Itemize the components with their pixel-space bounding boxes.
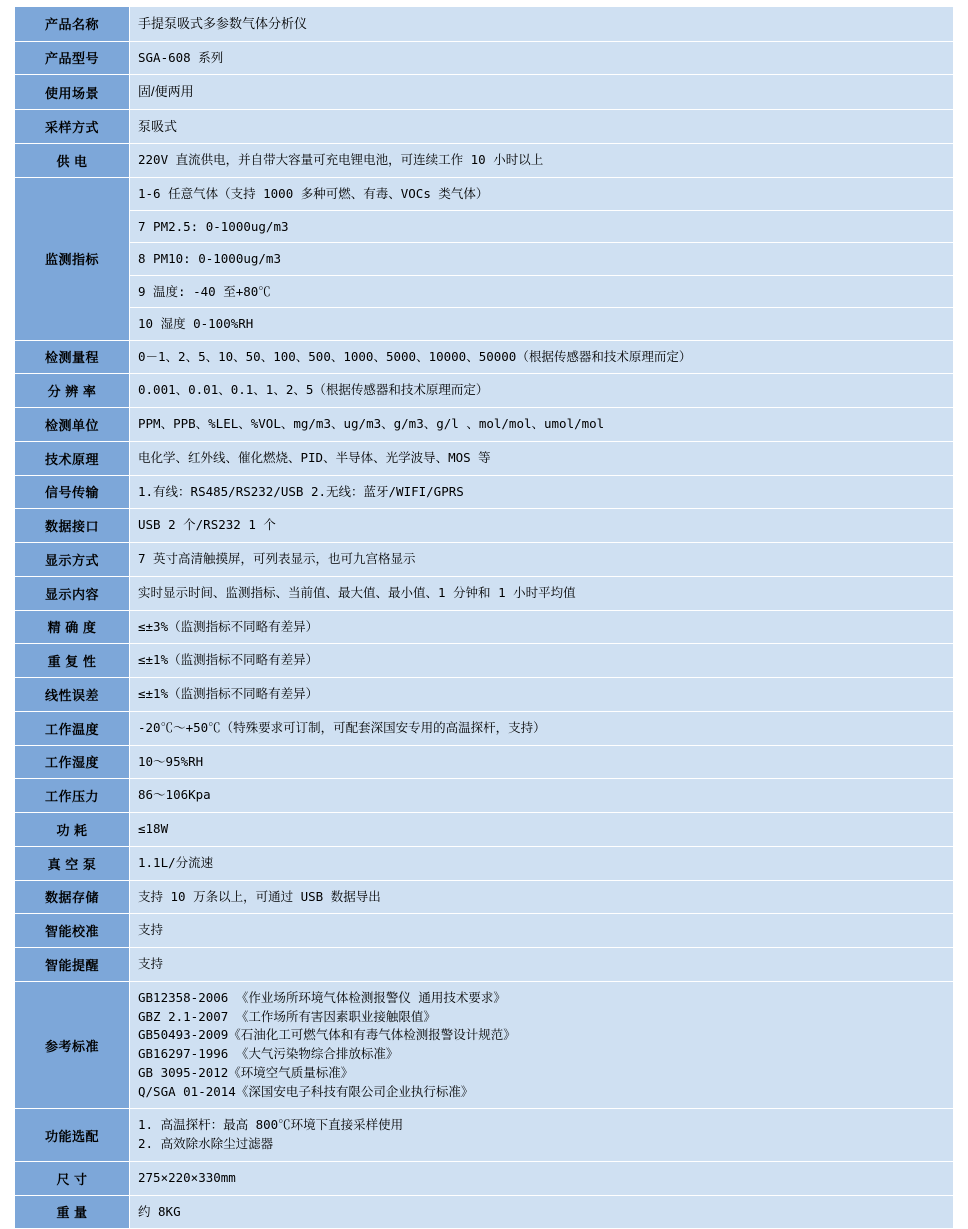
row-value: 10～95%RH bbox=[130, 745, 954, 779]
table-row bbox=[15, 374, 954, 408]
row-value: ≤18W bbox=[130, 813, 954, 847]
table-row bbox=[15, 441, 954, 475]
row-value: 手提泵吸式多参数气体分析仪 bbox=[130, 7, 954, 42]
row-value: ≤±3%（监测指标不同略有差异） bbox=[130, 610, 954, 644]
row-label: 线性误差 bbox=[15, 678, 130, 712]
row-label: 智能校准 bbox=[15, 914, 130, 948]
table-row bbox=[15, 7, 954, 42]
row-value: 固/便两用 bbox=[130, 75, 954, 110]
sub-row bbox=[130, 275, 953, 308]
row-label: 功能选配 bbox=[15, 1109, 130, 1162]
row-label: 参考标准 bbox=[15, 981, 130, 1109]
table-row bbox=[15, 576, 954, 610]
table-row bbox=[15, 610, 954, 644]
row-value: USB 2 个/RS232 1 个 bbox=[130, 509, 954, 543]
table-row bbox=[15, 644, 954, 678]
row-value: 275×220×330mm bbox=[130, 1161, 954, 1195]
table-row bbox=[15, 475, 954, 509]
table-row bbox=[15, 408, 954, 442]
row-label: 重 复 性 bbox=[15, 644, 130, 678]
value-line: 1. 高温探杆：最高 800℃环境下直接采样使用 bbox=[138, 1117, 404, 1133]
row-label: 数据存储 bbox=[15, 880, 130, 914]
table-row bbox=[15, 880, 954, 914]
row-label: 分 辨 率 bbox=[15, 374, 130, 408]
row-value: 7 英寸高清触摸屏，可列表显示，也可九宫格显示 bbox=[130, 543, 954, 577]
table-row bbox=[15, 509, 954, 543]
row-label: 使用场景 bbox=[15, 75, 130, 110]
spec-table-body bbox=[15, 7, 954, 1229]
row-value: 0.001、0.01、0.1、1、2、5（根据传感器和技术原理而定） bbox=[130, 374, 954, 408]
table-row bbox=[15, 914, 954, 948]
product-spec-table bbox=[14, 6, 954, 1229]
row-label: 供 电 bbox=[15, 144, 130, 178]
row-label: 精 确 度 bbox=[15, 610, 130, 644]
table-row bbox=[15, 981, 954, 1109]
row-label: 检测单位 bbox=[15, 408, 130, 442]
row-value: 泵吸式 bbox=[130, 109, 954, 144]
row-value: 实时显示时间、监测指标、当前值、最大值、最小值、1 分钟和 1 小时平均值 bbox=[130, 576, 954, 610]
table-row bbox=[15, 178, 954, 341]
table-row bbox=[15, 1161, 954, 1195]
row-value: 86～106Kpa bbox=[130, 779, 954, 813]
table-row bbox=[15, 340, 954, 374]
table-row bbox=[15, 846, 954, 880]
row-value: 1.1L/分流速 bbox=[130, 846, 954, 880]
value-line: 2. 高效除水除尘过滤器 bbox=[138, 1136, 274, 1151]
row-label: 显示内容 bbox=[15, 576, 130, 610]
sub-row bbox=[130, 308, 953, 340]
sub-row-value: 1-6 任意气体（支持 1000 多种可燃、有毒、VOCs 类气体） bbox=[130, 178, 953, 210]
row-value bbox=[130, 981, 954, 1109]
row-label: 功 耗 bbox=[15, 813, 130, 847]
table-row bbox=[15, 144, 954, 178]
table-row bbox=[15, 1109, 954, 1162]
row-label: 真 空 泵 bbox=[15, 846, 130, 880]
row-label: 产品名称 bbox=[15, 7, 130, 42]
table-row bbox=[15, 41, 954, 75]
row-label: 采样方式 bbox=[15, 109, 130, 144]
table-row bbox=[15, 779, 954, 813]
row-label: 尺 寸 bbox=[15, 1161, 130, 1195]
sub-row-value: 7 PM2.5: 0-1000ug/m3 bbox=[130, 210, 953, 243]
value-line: GBZ 2.1-2007 《工作场所有害因素职业接触限值》 bbox=[138, 1008, 436, 1024]
row-label: 监测指标 bbox=[15, 178, 130, 341]
row-label: 产品型号 bbox=[15, 41, 130, 75]
row-label: 工作湿度 bbox=[15, 745, 130, 779]
table-row bbox=[15, 543, 954, 577]
row-label: 智能提醒 bbox=[15, 948, 130, 982]
row-value: 支持 10 万条以上，可通过 USB 数据导出 bbox=[130, 880, 954, 914]
sub-row-value: 8 PM10: 0-1000ug/m3 bbox=[130, 243, 953, 276]
row-value bbox=[130, 1109, 954, 1162]
table-row bbox=[15, 745, 954, 779]
value-line: GB12358-2006 《作业场所环境气体检测报警仪 通用技术要求》 bbox=[138, 989, 506, 1005]
sub-row bbox=[130, 243, 953, 276]
row-label: 技术原理 bbox=[15, 441, 130, 475]
row-label: 检测量程 bbox=[15, 340, 130, 374]
row-value: 约 8KG bbox=[130, 1195, 954, 1229]
row-value: SGA-608 系列 bbox=[130, 41, 954, 75]
table-row bbox=[15, 75, 954, 110]
row-label: 显示方式 bbox=[15, 543, 130, 577]
row-value: 电化学、红外线、催化燃烧、PID、半导体、光学波导、MOS 等 bbox=[130, 441, 954, 475]
table-row bbox=[15, 1195, 954, 1229]
row-label: 工作温度 bbox=[15, 711, 130, 745]
table-row bbox=[15, 711, 954, 745]
row-label: 工作压力 bbox=[15, 779, 130, 813]
sub-row-value: 9 温度: -40 至+80℃ bbox=[130, 275, 953, 308]
row-value: 220V 直流供电，并自带大容量可充电锂电池，可连续工作 10 小时以上 bbox=[130, 144, 954, 178]
row-value: -20℃～+50℃（特殊要求可订制，可配套深国安专用的高温探杆，支持） bbox=[130, 711, 954, 745]
row-value: ≤±1%（监测指标不同略有差异） bbox=[130, 644, 954, 678]
value-line: GB16297-1996 《大气污染物综合排放标准》 bbox=[138, 1046, 399, 1061]
row-value: PPM、PPB、%LEL、%VOL、mg/m3、ug/m3、g/m3、g/l 、mol/mol、umol/mol bbox=[130, 408, 954, 442]
value-line: GB 3095-2012《环境空气质量标准》 bbox=[138, 1064, 354, 1080]
row-sub-table bbox=[130, 178, 953, 340]
value-line: Q/SGA 01-2014《深国安电子科技有限公司企业执行标准》 bbox=[138, 1083, 474, 1099]
sub-row bbox=[130, 210, 953, 243]
value-line: GB50493-2009《石油化工可燃气体和有毒气体检测报警设计规范》 bbox=[138, 1027, 516, 1043]
row-label: 信号传输 bbox=[15, 475, 130, 509]
row-value: 支持 bbox=[130, 948, 954, 982]
sub-row-value: 10 湿度 0-100%RH bbox=[130, 308, 953, 340]
row-value: 0－1、2、5、10、50、100、500、1000、5000、10000、50000（根据传感器和技术原理而定） bbox=[130, 340, 954, 374]
table-row bbox=[15, 109, 954, 144]
row-value: ≤±1%（监测指标不同略有差异） bbox=[130, 678, 954, 712]
row-value: 1.有线：RS485/RS232/USB 2.无线：蓝牙/WIFI/GPRS bbox=[130, 475, 954, 509]
row-label: 数据接口 bbox=[15, 509, 130, 543]
row-label: 重 量 bbox=[15, 1195, 130, 1229]
table-row bbox=[15, 813, 954, 847]
row-value: 支持 bbox=[130, 914, 954, 948]
table-row bbox=[15, 948, 954, 982]
row-value bbox=[130, 178, 954, 341]
sub-row bbox=[130, 178, 953, 210]
table-row bbox=[15, 678, 954, 712]
